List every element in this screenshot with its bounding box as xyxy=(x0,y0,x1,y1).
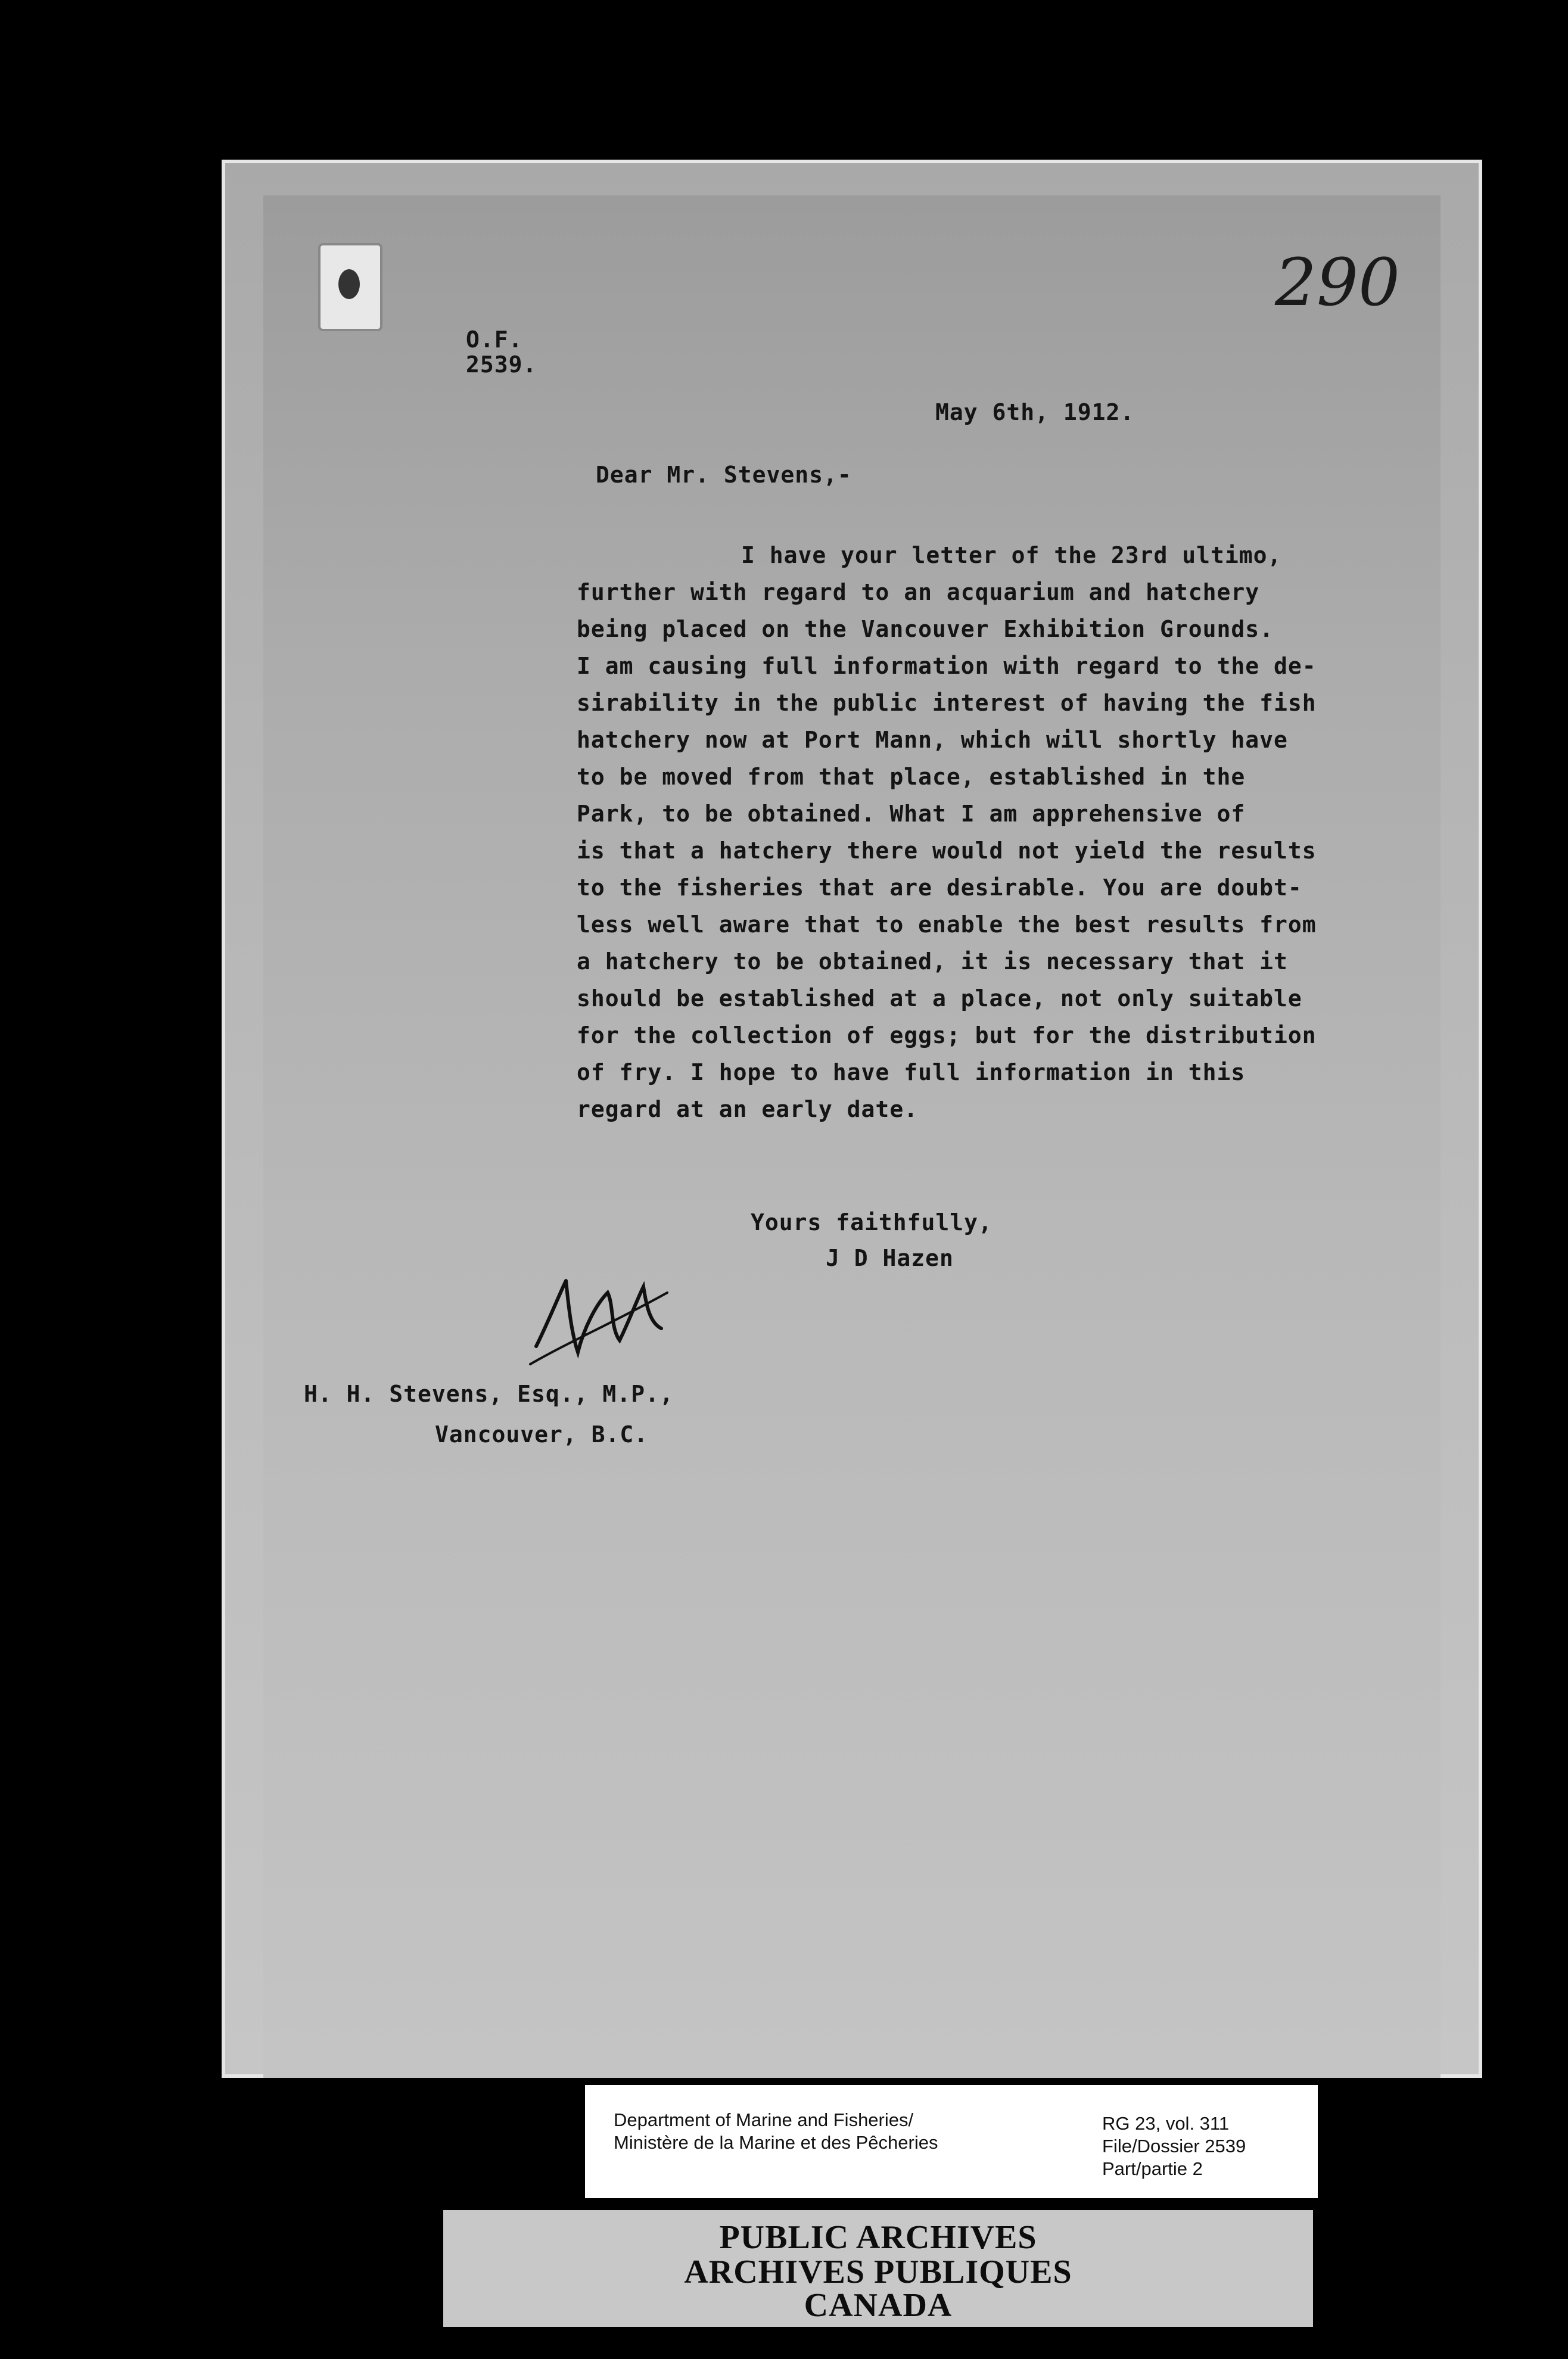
page-number: 290 xyxy=(1275,244,1400,320)
letter-date: May 6th, 1912. xyxy=(935,399,1135,425)
stamp-line-3: CANADA xyxy=(804,2287,953,2324)
punch-hole-mark xyxy=(318,243,382,331)
body-line: less well aware that to enable the best results from xyxy=(577,911,1317,938)
body-line: hatchery now at Port Mann, which will shortly have xyxy=(577,727,1288,753)
body-line: further with regard to an acquarium and hatchery xyxy=(577,579,1260,605)
body-line: Park, to be obtained. What I am apprehensive of xyxy=(577,801,1246,827)
part-number: Part/partie 2 xyxy=(1102,2158,1203,2179)
closing: Yours faithfully, xyxy=(751,1209,993,1235)
handwritten-signature xyxy=(524,1257,679,1376)
record-group-volume: RG 23, vol. 311 xyxy=(1102,2113,1230,2134)
file-reference-line-1: O.F. xyxy=(466,326,523,353)
signatory-name: J D Hazen xyxy=(826,1245,954,1271)
department-english: Department of Marine and Fisheries/ xyxy=(614,2109,914,2130)
stamp-line-2: ARCHIVES PUBLIQUES xyxy=(684,2254,1072,2290)
department-french: Ministère de la Marine et des Pêcheries xyxy=(614,2132,938,2153)
file-reference-line-2: 2539. xyxy=(466,351,537,378)
body-line: should be established at a place, not only suitable xyxy=(577,985,1302,1012)
archive-stamp xyxy=(443,2210,1313,2327)
file-dossier: File/Dossier 2539 xyxy=(1102,2136,1246,2156)
body-line: regard at an early date. xyxy=(577,1096,919,1122)
recipient-line-2: Vancouver, B.C. xyxy=(435,1421,649,1448)
body-line: being placed on the Vancouver Exhibition Grounds. xyxy=(577,616,1274,642)
archive-reference-label xyxy=(585,2085,1318,2198)
body-line: of fry. I hope to have full information in this xyxy=(577,1059,1246,1085)
body-line: for the collection of eggs; but for the distribution xyxy=(577,1022,1317,1048)
recipient-line-1: H. H. Stevens, Esq., M.P., xyxy=(304,1381,674,1407)
body-line: I am causing full information with regard to the de- xyxy=(577,653,1317,679)
body-line: I have your letter of the 23rd ultimo, xyxy=(741,542,1282,568)
salutation: Dear Mr. Stevens,- xyxy=(596,462,852,488)
stamp-line-1: PUBLIC ARCHIVES xyxy=(719,2219,1037,2256)
letter-sheet xyxy=(263,195,1441,2078)
body-line: a hatchery to be obtained, it is necessary that it xyxy=(577,948,1288,975)
body-line: to be moved from that place, established in the xyxy=(577,764,1246,790)
body-line: is that a hatchery there would not yield the results xyxy=(577,838,1317,864)
body-line: to the fisheries that are desirable. You are doubt- xyxy=(577,874,1302,901)
body-line: sirability in the public interest of having the fish xyxy=(577,690,1317,716)
